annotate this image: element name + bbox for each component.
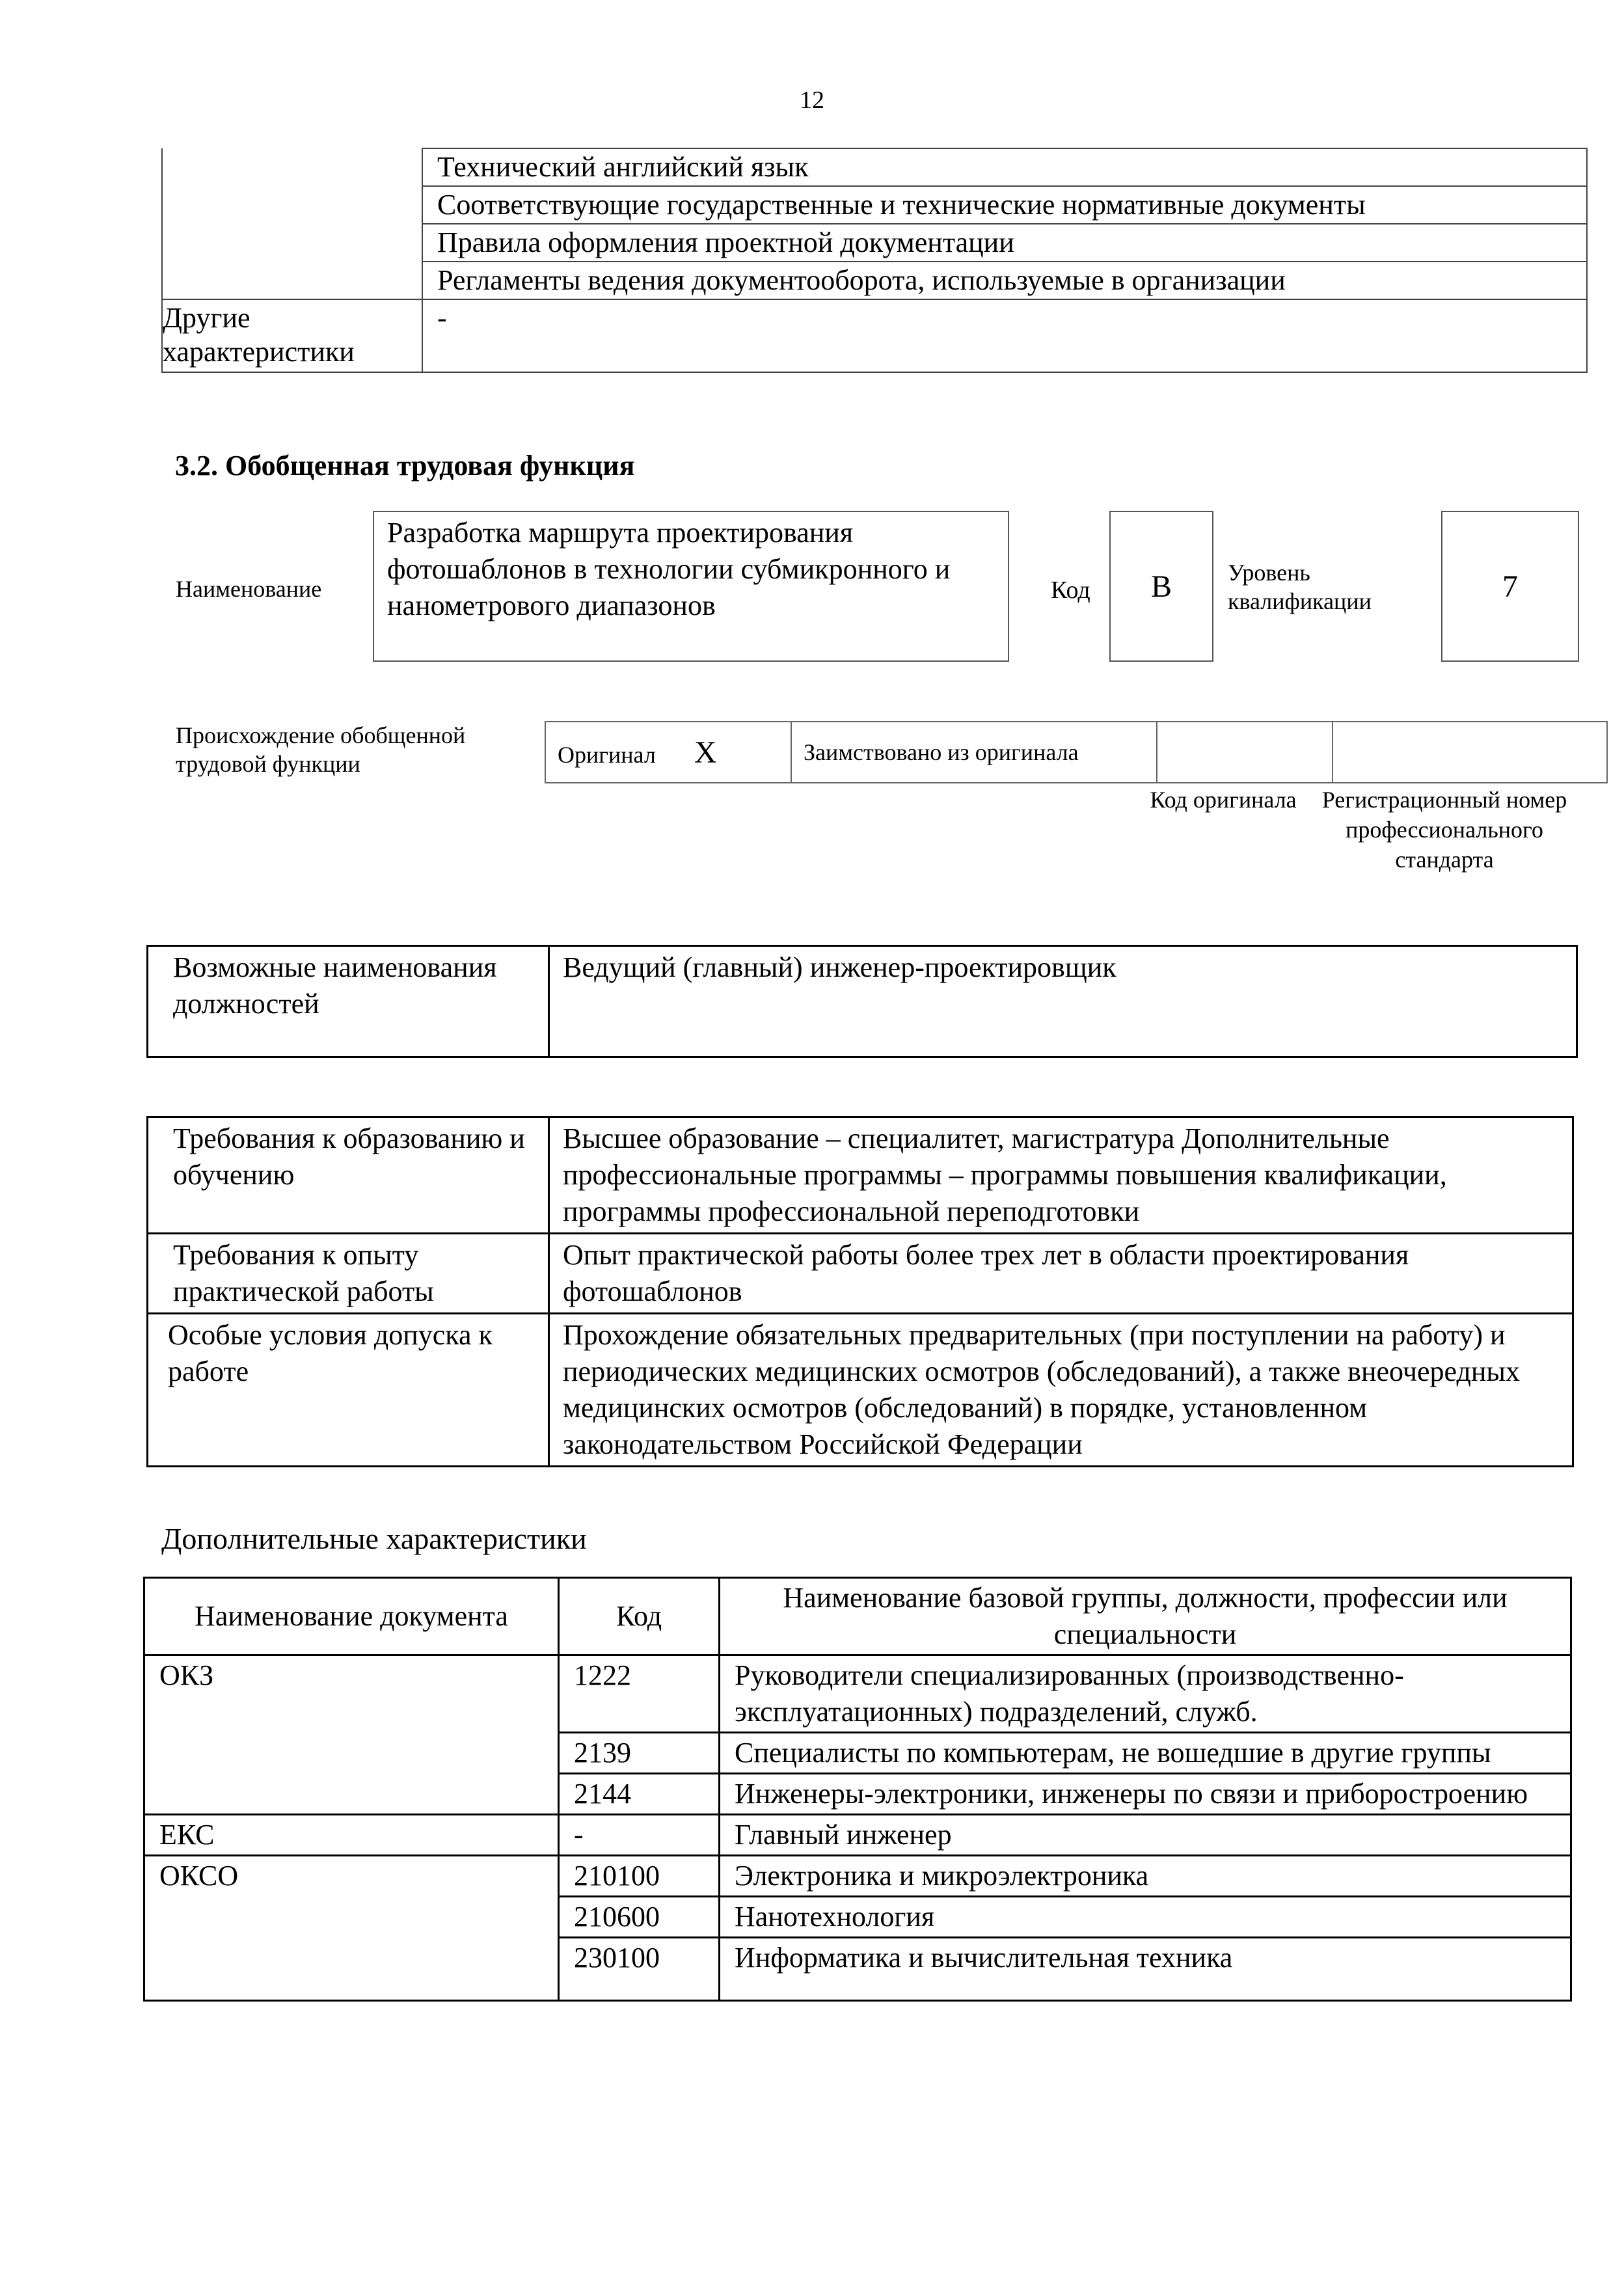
okz-code: 2144 bbox=[559, 1774, 720, 1815]
original-cell bbox=[545, 722, 791, 783]
okz-name: Инженеры-электроники, инженеры по связи и приборостроению bbox=[720, 1774, 1571, 1815]
knowledge-item: Регламенты ведения документооборота, используемые в организации bbox=[422, 262, 1587, 299]
header-name: Наименование базовой группы, должности, профессии или специальности bbox=[720, 1578, 1571, 1655]
knowledge-item: Соответствующие государственные и технические нормативные документы bbox=[422, 186, 1587, 224]
positions-table bbox=[146, 945, 1578, 1058]
original-code-cell bbox=[1157, 722, 1333, 783]
skills-continuation-table bbox=[161, 148, 1588, 373]
requirements-table bbox=[146, 1116, 1574, 1467]
okz-name: Специалисты по компьютерам, не вошедшие в другие группы bbox=[720, 1733, 1571, 1774]
special-conditions-value: Прохождение обязательных предварительных (при поступлении на работу) и периодических медицинских осмотров (обследований), а также внеочередных медицинских осмотров (обследований) в порядке, установленном законодательством Российской Федерации bbox=[549, 1314, 1573, 1467]
header-document: Наименование документа bbox=[144, 1578, 559, 1655]
positions-label: Возможные наименования должностей bbox=[148, 946, 549, 1057]
okz-code: 2139 bbox=[559, 1733, 720, 1774]
borrowed-label: Заимствовано из оригинала bbox=[791, 722, 1157, 783]
okz-code: 1222 bbox=[559, 1655, 720, 1733]
function-name-box bbox=[373, 511, 1009, 662]
knowledge-item: Технический английский язык bbox=[422, 148, 1587, 186]
education-requirements-value: Высшее образование – специалитет, магистратура Дополнительные профессиональные программы – программы повышения квалификации, программы профессиональной переподготовки bbox=[549, 1117, 1573, 1234]
header-code: Код bbox=[559, 1578, 720, 1655]
origin-label: Происхождение обобщенной трудовой функции bbox=[176, 722, 466, 777]
eks-code: - bbox=[559, 1815, 720, 1856]
okso-code: 210100 bbox=[559, 1856, 720, 1897]
eks-name: Главный инженер bbox=[720, 1815, 1571, 1856]
original-label: Оригинал bbox=[558, 741, 656, 768]
special-conditions-label: Особые условия допуска к работе bbox=[148, 1314, 549, 1467]
okso-code: 210600 bbox=[559, 1897, 720, 1938]
code-label: Код bbox=[1051, 577, 1090, 604]
experience-requirements-label: Требования к опыту практической работы bbox=[148, 1234, 549, 1314]
function-name-value: Разработка маршрута проектирования фотошаблонов в технологии субмикронного и нанометрового диапазонов bbox=[387, 517, 951, 621]
section-title: 3.2. Обобщенная трудовая функция bbox=[175, 450, 635, 482]
empty-label-cell bbox=[162, 148, 422, 299]
additional-characteristics-table bbox=[143, 1577, 1572, 2002]
original-code-caption: Код оригинала bbox=[1150, 787, 1297, 813]
code-box bbox=[1109, 511, 1213, 662]
okso-name: Информатика и вычислительная техника bbox=[720, 1938, 1571, 2001]
name-label: Наименование bbox=[176, 576, 322, 602]
code-value: B bbox=[1150, 569, 1172, 604]
positions-value: Ведущий (главный) инженер-проектировщик bbox=[549, 946, 1577, 1057]
okso-name: Электроника и микроэлектроника bbox=[720, 1856, 1571, 1897]
education-requirements-label: Требования к образованию и обучению bbox=[148, 1117, 549, 1234]
experience-requirements-value: Опыт практической работы более трех лет в области проектирования фотошаблонов bbox=[549, 1234, 1573, 1314]
other-characteristics-value: - bbox=[422, 299, 1587, 372]
registration-number-cell bbox=[1333, 722, 1607, 783]
level-value: 7 bbox=[1502, 569, 1518, 604]
knowledge-item: Правила оформления проектной документации bbox=[422, 224, 1587, 262]
other-characteristics-label: Другие характеристики bbox=[162, 299, 422, 372]
okso-code: 230100 bbox=[559, 1938, 720, 2001]
level-box bbox=[1441, 511, 1579, 662]
registration-number-caption: Регистрационный номер профессионального стандарта bbox=[1321, 787, 1567, 873]
page-number: 12 bbox=[800, 87, 824, 114]
okso-name: Нанотехнология bbox=[720, 1897, 1571, 1938]
okz-name: Руководители специализированных (производственно-эксплуатационных) подразделений, служб. bbox=[720, 1655, 1571, 1733]
eks-document: ЕКС bbox=[144, 1815, 559, 1856]
origin-table bbox=[545, 721, 1608, 783]
level-label: Уровень квалификации bbox=[1228, 560, 1372, 614]
additional-characteristics-title: Дополнительные характеристики bbox=[161, 1522, 587, 1555]
original-mark: X bbox=[694, 735, 717, 770]
okz-document: ОКЗ bbox=[144, 1655, 559, 1815]
okso-document: ОКСО bbox=[144, 1856, 559, 2001]
